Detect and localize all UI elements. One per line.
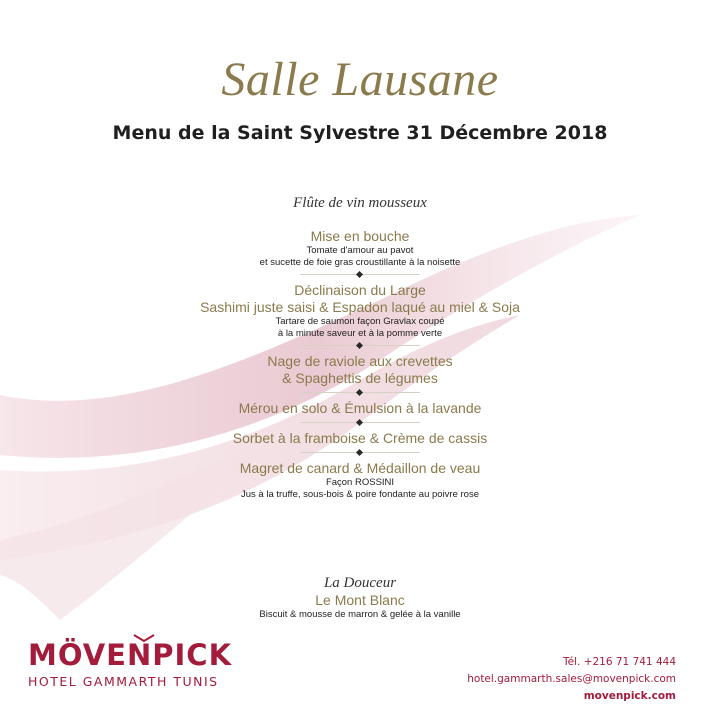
course — [0, 460, 720, 501]
course — [0, 400, 720, 417]
course-description: Façon ROSSINI — [325, 477, 395, 488]
website-link[interactable]: movenpick.com — [583, 690, 676, 702]
hotel-logo — [28, 640, 232, 689]
email-link[interactable]: hotel.gammarth.sales@movenpick.com — [467, 673, 676, 685]
separator — [300, 274, 420, 275]
course-description: Tomate d'amour au pavot — [306, 245, 414, 256]
menu-subtitle: Menu de la Saint Sylvestre 31 Décembre 2018 — [112, 122, 608, 144]
hotel-name: HOTEL GAMMARTH TUNIS — [28, 674, 219, 689]
dessert-section — [0, 575, 720, 621]
course-title: & Spaghettis de légumes — [282, 370, 438, 386]
separator — [300, 452, 420, 453]
course — [0, 430, 720, 447]
course — [0, 282, 720, 340]
brand-text: MÖVENPICK — [28, 638, 233, 672]
contact-info — [467, 654, 676, 705]
phone-number: Tél. +216 71 741 444 — [563, 656, 676, 668]
course-title: Magret de canard & Médaillon de veau — [239, 460, 481, 476]
course-description: Jus à la truffe, sous-bois & poire fondante au poivre rose — [241, 489, 479, 500]
dessert-heading: La Douceur — [323, 575, 397, 591]
course-title: Mérou en solo & Émulsion à la lavande — [238, 400, 482, 416]
menu-list — [0, 195, 720, 501]
separator — [300, 345, 420, 346]
course-title: Sashimi juste saisi & Espadon laqué au miel & Soja — [200, 299, 520, 315]
course-title: Mise en bouche — [310, 228, 410, 244]
separator — [300, 422, 420, 423]
brand-name — [28, 640, 232, 670]
course-title: Nage de raviole aux crevettes — [267, 353, 453, 369]
dessert-description: Biscuit & mousse de marron & gelée à la vanille — [259, 609, 461, 620]
aperitif: Flûte de vin mousseux — [293, 195, 427, 211]
page-title: Salle Lausane — [221, 53, 499, 106]
course-title: Sorbet à la framboise & Crème de cassis — [232, 430, 488, 446]
dessert-title: Le Mont Blanc — [315, 592, 405, 608]
course — [0, 228, 720, 269]
logo-accent-icon — [132, 634, 156, 642]
course-description: et sucette de foie gras croustillante à la noisette — [259, 257, 461, 268]
course-description: à la minute saveur et à la pomme verte — [277, 328, 443, 339]
separator — [300, 392, 420, 393]
course-title: Déclinaison du Large — [294, 282, 426, 298]
course-description: Tartare de saumon façon Gravlax coupé — [275, 316, 445, 327]
course — [0, 353, 720, 387]
